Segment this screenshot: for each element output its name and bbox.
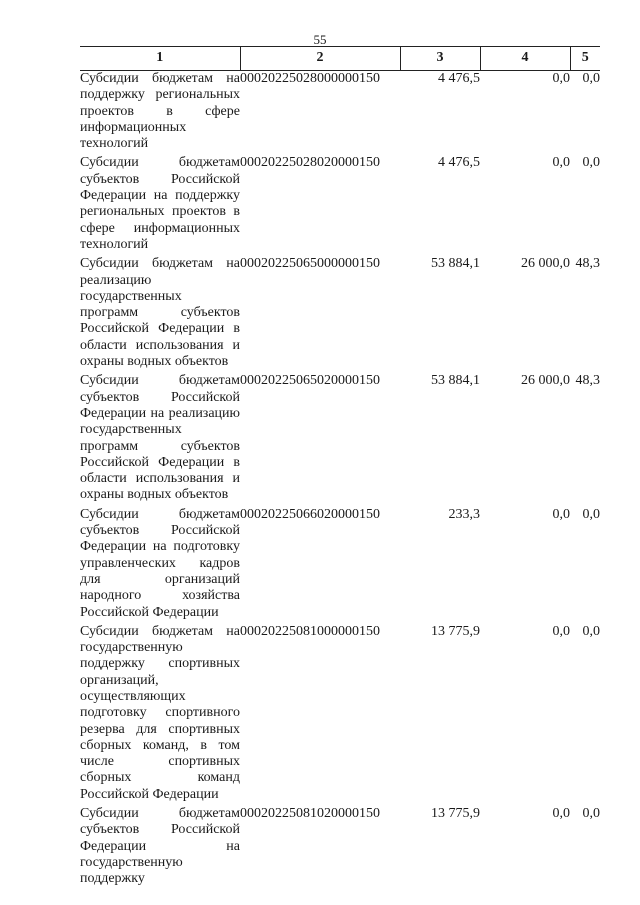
- row-value-col4: 0,0: [552, 506, 570, 522]
- column-header-2: 2: [240, 47, 400, 71]
- row-name: Субсидии бюджетам субъектов Российской Федерации на подготовку управленческих кадров для организаций народного хозяйства Российской Федерации: [80, 506, 240, 620]
- row-name: Субсидии бюджетам на реализацию государственных программ субъектов Российской Федерации в области использования и охраны водных объектов: [80, 256, 240, 370]
- row-value-col5: 0,0: [582, 623, 600, 639]
- row-value-col5: 0,0: [582, 806, 600, 822]
- row-value-col5: 0,0: [582, 506, 600, 522]
- table-row: [80, 806, 600, 890]
- row-value-col3: 233,3: [448, 506, 480, 522]
- row-value-col5: 0,0: [582, 71, 600, 86]
- row-value-col4: 0,0: [552, 623, 570, 639]
- row-value-col5: 48,3: [575, 373, 600, 389]
- budget-table: [80, 46, 600, 891]
- row-value-col5: 48,3: [575, 256, 600, 272]
- table-row: [80, 71, 600, 156]
- table-row: [80, 507, 600, 624]
- table-row: [80, 373, 600, 506]
- row-value-col3: 13 775,9: [431, 623, 480, 639]
- table-row: [80, 624, 600, 806]
- row-value-col3: 4 476,5: [438, 71, 480, 86]
- header-row: [80, 47, 600, 71]
- column-header-5: 5: [570, 47, 600, 71]
- row-code: 00020225081000000150: [240, 623, 380, 639]
- row-code: 00020225065020000150: [240, 373, 380, 389]
- row-code: 00020225028000000150: [240, 71, 380, 86]
- row-code: 00020225028020000150: [240, 155, 380, 171]
- table-row: [80, 155, 600, 256]
- row-value-col4: 0,0: [552, 155, 570, 171]
- row-value-col4: 0,0: [552, 806, 570, 822]
- row-value-col4: 0,0: [552, 71, 570, 86]
- table-row: [80, 256, 600, 373]
- row-code: 00020225065000000150: [240, 256, 380, 272]
- row-code: 00020225081020000150: [240, 806, 380, 822]
- row-name: Субсидии бюджетам субъектов Российской Федерации на поддержку региональных проектов в сфере информационных технологий: [80, 155, 240, 252]
- row-value-col3: 53 884,1: [431, 256, 480, 272]
- row-value-col3: 13 775,9: [431, 806, 480, 822]
- row-name: Субсидии бюджетам на государственную поддержку спортивных организаций, осуществляющих подготовку спортивного резерва для спортивных сборных команд, в том числе спортивных сборных команд Российской Федерации: [80, 623, 240, 802]
- column-header-4: 4: [480, 47, 570, 71]
- row-value-col5: 0,0: [582, 155, 600, 171]
- page-number: 55: [313, 32, 327, 47]
- row-value-col3: 53 884,1: [431, 373, 480, 389]
- row-name: Субсидии бюджетам на поддержку региональных проектов в сфере информационных технологий: [80, 71, 240, 152]
- column-header-3: 3: [400, 47, 480, 71]
- row-value-col3: 4 476,5: [438, 155, 480, 171]
- row-value-col4: 26 000,0: [521, 373, 570, 389]
- row-name: Субсидии бюджетам субъектов Российской Федерации на реализацию государственных программ субъектов Российской Федерации в области использования и охраны водных объектов: [80, 373, 240, 503]
- column-header-1: 1: [80, 47, 240, 71]
- row-code: 00020225066020000150: [240, 506, 380, 522]
- row-name: Субсидии бюджетам субъектов Российской Федерации на государственную поддержку: [80, 806, 240, 887]
- row-value-col4: 26 000,0: [521, 256, 570, 272]
